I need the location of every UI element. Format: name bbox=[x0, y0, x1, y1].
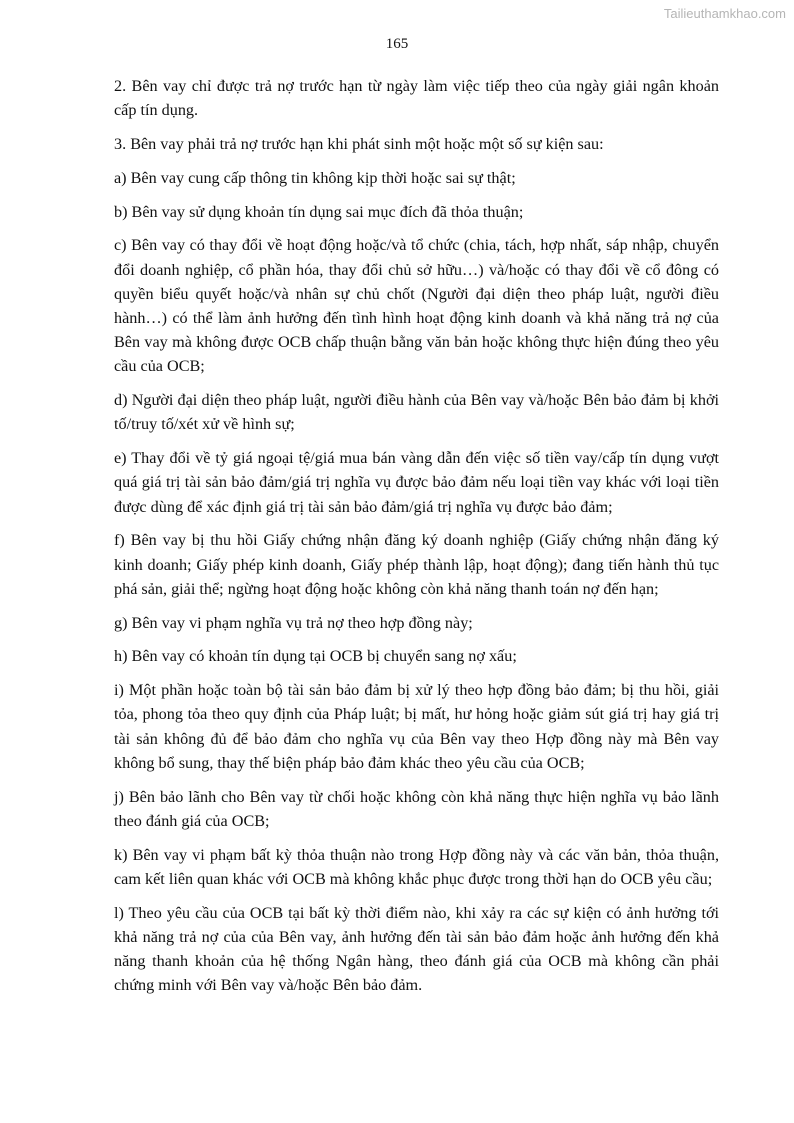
paragraph-i: i) Một phần hoặc toàn bộ tài sản bảo đảm bị xử lý theo hợp đồng bảo đảm; bị thu hồi, giải tỏa, phong tỏa theo quy định của Pháp luật; bị mất, hư hỏng hoặc giảm sút giá trị hay giá trị tài sản không đủ để bảo đảm cho nghĩa vụ của Bên vay theo Hợp đồng này mà Bên vay không bổ sung, thay thế biện pháp bảo đảm khác theo yêu cầu của OCB; bbox=[114, 681, 719, 772]
page-number: 165 bbox=[385, 36, 409, 52]
paragraph-b: b) Bên vay sử dụng khoản tín dụng sai mục đích đã thỏa thuận; bbox=[114, 202, 524, 221]
paragraph-e: e) Thay đổi về tỷ giá ngoại tệ/giá mua bán vàng dẫn đến việc số tiền vay/cấp tín dụng vượt quá giá trị tài sản bảo đảm/giá trị nghĩa vụ được bảo đảm nếu loại tiền vay khác với loại tiền được dùng để xác định giá trị tài sản bảo đảm/giá trị nghĩa vụ được bảo đảm; bbox=[114, 449, 719, 516]
paragraph-f: f) Bên vay bị thu hồi Giấy chứng nhận đăng ký doanh nghiệp (Giấy chứng nhận đăng ký kinh doanh; Giấy phép kinh doanh, Giấy phép thành lập, hoạt động); đang tiến hành thủ tục phá sản, giải thể; ngừng hoạt động hoặc không còn khả năng thanh toán nợ đến hạn; bbox=[114, 531, 719, 598]
paragraph-c: c) Bên vay có thay đổi về hoạt động hoặc/và tổ chức (chia, tách, hợp nhất, sáp nhập, chuyển đổi doanh nghiệp, cổ phần hóa, thay đổi chủ sở hữu…) và/hoặc có thay đổi về cổ đông có quyền biểu quyết hoặc/và nhân sự chủ chốt (Người đại diện theo pháp luật, người điều hành…) có thể làm ảnh hưởng đến tình hình hoạt động kinh doanh và khả năng trả nợ của Bên vay mà không được OCB chấp thuận bằng văn bản hoặc không thực hiện đúng theo yêu cầu của OCB; bbox=[114, 236, 719, 376]
paragraph-d: d) Người đại diện theo pháp luật, người điều hành của Bên vay và/hoặc Bên bảo đảm bị khởi tố/truy tố/xét xử về hình sự; bbox=[114, 391, 719, 434]
paragraph-l: l) Theo yêu cầu của OCB tại bất kỳ thời điểm nào, khi xảy ra các sự kiện có ảnh hưởng tới khả năng trả nợ của của Bên vay, ảnh hưởng đến tài sản bảo đảm hoặc ảnh hưởng đến khả năng thanh khoản của hệ thống Ngân hàng, theo đánh giá của OCB mà không cần phải chứng minh với Bên vay và/hoặc Bên bảo đảm. bbox=[114, 903, 719, 995]
paragraph-k: k) Bên vay vi phạm bất kỳ thỏa thuận nào trong Hợp đồng này và các văn bản, thỏa thuận, cam kết liên quan khác với OCB mà không khắc phục được trong thời hạn do OCB yêu cầu; bbox=[114, 845, 719, 888]
paragraph-a: a) Bên vay cung cấp thông tin không kịp thời hoặc sai sự thật; bbox=[114, 168, 516, 187]
document-body bbox=[114, 74, 719, 1007]
paragraph-g: g) Bên vay vi phạm nghĩa vụ trả nợ theo hợp đồng này; bbox=[114, 613, 473, 632]
paragraph-2: 2. Bên vay chỉ được trả nợ trước hạn từ ngày làm việc tiếp theo của ngày giải ngân khoản cấp tín dụng. bbox=[114, 77, 719, 120]
paragraph-3: 3. Bên vay phải trả nợ trước hạn khi phát sinh một hoặc một số sự kiện sau: bbox=[114, 135, 604, 153]
paragraph-j: j) Bên bảo lãnh cho Bên vay từ chối hoặc không còn khả năng thực hiện nghĩa vụ bảo lãnh theo đánh giá của OCB; bbox=[114, 787, 719, 830]
paragraph-h: h) Bên vay có khoản tín dụng tại OCB bị chuyển sang nợ xấu; bbox=[114, 647, 517, 666]
watermark: Tailieuthamkhao.com bbox=[663, 6, 786, 21]
